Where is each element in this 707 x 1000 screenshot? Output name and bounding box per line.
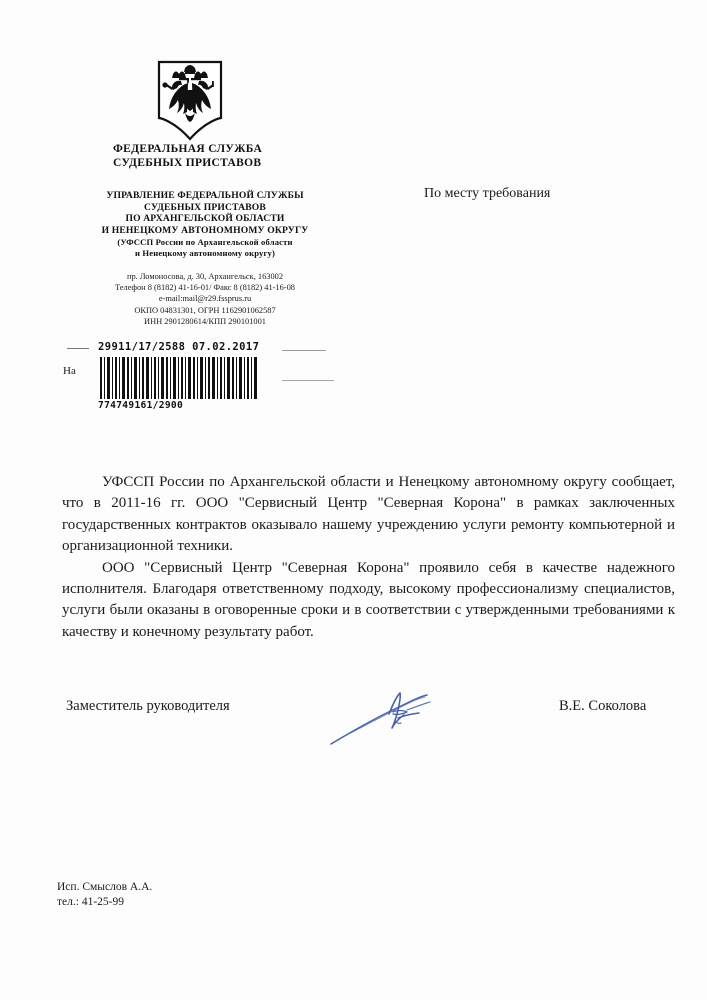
contact-okpo-ogrn: ОКПО 04831301, ОГРН 1162901062587 [134, 305, 276, 315]
russian-coat-of-arms-icon [157, 60, 223, 142]
agency-title-line-1: ФЕДЕРАЛЬНАЯ СЛУЖБА [113, 143, 263, 155]
signature-name: В.Е. Соколова [559, 698, 647, 714]
body-paragraph-2: ООО "Сервисный Центр "Северная Корона" проявило себя в качестве надежного исполнителя. Благодаря ответственному подходу, высокому профессионализму специалистов, услуги были оказаны в оговоренные сроки и в соответствии с утвержденными требованиями к качеству и конечному результату работ. [62, 559, 675, 640]
reference-number: 29911/17/2588 07.02.2017 [98, 341, 260, 353]
contact-address: пр. Ломоносова, д. 30, Архангельск, 163002 [126, 272, 284, 281]
reference-blank-line-2 [282, 380, 334, 381]
department-subtitle-line-2: и Ненецкому автономному округу) [135, 248, 275, 259]
footer-phone: тел.: 41-25-99 [57, 895, 124, 908]
footer-executor-info [57, 880, 152, 909]
signature-role: Заместитель руководителя [66, 698, 230, 714]
body-text [62, 472, 675, 643]
department-line-3: ПО АРХАНГЕЛЬСКОЙ ОБЛАСТИ [125, 213, 285, 225]
department-line-1: УПРАВЛЕНИЕ ФЕДЕРАЛЬНОЙ СЛУЖБЫ [106, 190, 304, 201]
body-paragraph-1: УФССП России по Архангельской области и Ненецкому автономному округу сообщает, что в 2011-16 гг. ООО "Сервисный Центр "Северная Корона" в рамках заключенных государственных контрактов оказывало нашему учреждению услуги ремонту компьютерной и организационной техники. [62, 474, 675, 555]
signature-mark [327, 688, 457, 752]
contact-block [60, 271, 350, 327]
department-line-2: СУДЕБНЫХ ПРИСТАВОВ [144, 201, 266, 213]
contact-phone-fax: Телефон 8 (8182) 41-16-01/ Факс 8 (8182) 41-16-08 [115, 283, 295, 293]
reference-on-label: На [63, 365, 76, 377]
reference-dash [67, 348, 89, 349]
department-line-4: И НЕНЕЦКОМУ АВТОНОМНОМУ ОКРУГУ [101, 224, 309, 236]
footer-executor: Исп. Смыслов А.А. [57, 881, 153, 893]
agency-title-line-2: СУДЕБНЫХ ПРИСТАВОВ [113, 157, 262, 169]
contact-inn-kpp: ИНН 2901280614/КПП 290101001 [144, 316, 266, 326]
barcode-image [98, 357, 260, 399]
addressee: По месту требования [424, 186, 551, 201]
contact-email: e-mail:mail@r29.fssprus.ru [158, 294, 252, 304]
department-block [60, 190, 350, 259]
agency-title [113, 142, 262, 170]
department-subtitle-line-1: (УФССП России по Архангельской области [117, 237, 293, 248]
barcode-number: 774749161/2900 [98, 400, 184, 411]
reference-blank-line-1 [282, 350, 326, 351]
reference-barcode-area [60, 340, 400, 430]
